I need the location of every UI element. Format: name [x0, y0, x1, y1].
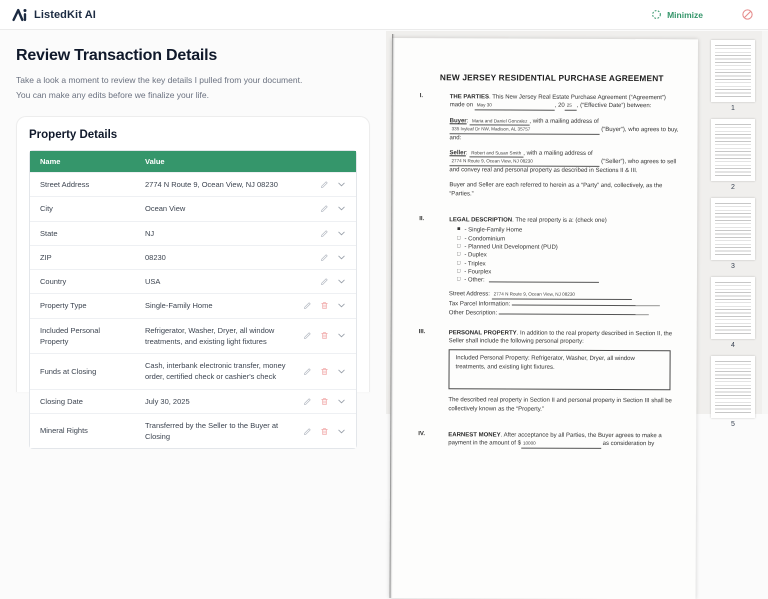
earnest-amount-fill: 10000: [521, 441, 601, 449]
buyer-name-fill: Maria and Daniel Gonzalez: [470, 118, 529, 126]
chevron-down-icon[interactable]: [337, 253, 346, 262]
document-title: NEW JERSEY RESIDENTIAL PURCHASE AGREEMENT: [439, 72, 664, 84]
row-name: Funds at Closing: [40, 366, 97, 376]
checklist-item: □ - Other:: [457, 276, 679, 285]
pencil-icon[interactable]: [320, 253, 329, 262]
row-value: USA: [145, 277, 161, 286]
pencil-icon[interactable]: [320, 204, 329, 213]
chevron-down-icon[interactable]: [337, 180, 346, 189]
row-value: 08230: [145, 252, 166, 262]
row-value: July 30, 2025: [145, 396, 190, 406]
seller-address-fill: 2774 N Route 9, Ocean View, NJ 08230: [449, 159, 599, 167]
thumbnail-page-1[interactable]: [711, 40, 755, 112]
trash-icon[interactable]: [320, 331, 329, 340]
row-actions: [298, 271, 356, 292]
thumbnail-page-number: 2: [731, 184, 735, 191]
pencil-icon[interactable]: [303, 301, 312, 310]
row-actions: [298, 295, 356, 316]
row-actions: [298, 174, 356, 195]
property-details-card: [16, 116, 370, 441]
thumbnail-page-3[interactable]: [711, 198, 755, 270]
column-header-actions: [298, 156, 356, 166]
page-title: Review Transaction Details: [16, 47, 218, 64]
minimize-label: Minimize: [667, 9, 703, 20]
chevron-down-icon[interactable]: [337, 367, 346, 376]
table-row: [30, 413, 356, 449]
checklist-item: □ - Duplex: [457, 251, 487, 259]
document-page: [390, 38, 698, 599]
column-header-value: Value: [145, 156, 165, 166]
pencil-icon[interactable]: [303, 331, 312, 340]
chevron-down-icon[interactable]: [337, 229, 346, 238]
review-panel: [0, 31, 386, 441]
doc-section-legal: II. LEGAL DESCRIPTION. The real property is a: (check one) ■ - Single-Family Home □ - Condominium □ - Planned Unit Development (PUD) □ - Duplex □ - Triplex □ - Fourplex □ - Other: Street Address: 2774 N Route 9, Ocean View, NJ 08230 Tax Parcel Information: Other Description:: [419, 216, 683, 319]
row-value: 2774 N Route 9, Ocean View, NJ 08230: [145, 180, 278, 189]
row-value: Ocean View: [145, 204, 186, 214]
thumbnail-page-5[interactable]: [711, 356, 755, 428]
row-name: Included Personal Property: [40, 325, 101, 346]
pencil-icon[interactable]: [320, 277, 329, 286]
page-thumbnail-sidebar[interactable]: [704, 31, 762, 428]
pencil-icon[interactable]: [320, 180, 329, 189]
row-name: Mineral Rights: [40, 426, 88, 436]
row-value: Transferred by the Seller to the Buyer at Closing: [145, 420, 279, 441]
prohibited-icon[interactable]: [741, 8, 754, 21]
chevron-down-icon[interactable]: [337, 397, 346, 406]
row-value: Single-Family Home: [145, 301, 213, 311]
other-description-blank: [499, 309, 649, 316]
buyer-address-fill: 335 Ivyleaf Dr NW, Madison, AL 35757: [450, 126, 600, 134]
chevron-down-icon[interactable]: [337, 204, 346, 213]
pencil-icon[interactable]: [303, 367, 312, 376]
table-row: [30, 221, 356, 245]
thumbnail-page-number: 3: [731, 263, 735, 270]
doc-section-earnest-money: IV. EARNEST MONEY. After acceptance by all Parties, the Buyer agrees to make a payment in the amount of $ 10000 as consideration by: [418, 431, 662, 448]
row-actions: [298, 223, 356, 244]
row-name: City: [40, 204, 53, 214]
other-blank: [489, 276, 599, 282]
table-row: [30, 245, 356, 269]
subtitle-line-2: You can make any edits before we finalize your life.: [16, 89, 209, 100]
row-name: Property Type: [40, 301, 87, 311]
listedkit-logo-icon: [12, 7, 28, 23]
row-actions: [298, 247, 356, 268]
personal-property-box: Included Personal Property: Refrigerator, Washer, Dryer, all window treatments, and existing light fixtures.: [448, 350, 670, 391]
checklist-item: □ - Planned Unit Development (PUD): [457, 243, 558, 251]
chevron-down-icon[interactable]: [337, 427, 346, 436]
doc-section-personal-property: III. PERSONAL PROPERTY. In addition to the real property described in Section II, the Seller shall include the following personal property: Included Personal Property: Refrigerator, Washer, Dryer, all window treatments, and existing light fixtures. The described real property in Section II and personal property in Section III shall be collectively known as the “Property.”: [418, 328, 673, 413]
pencil-icon[interactable]: [303, 397, 312, 406]
document-preview-panel[interactable]: [386, 31, 704, 448]
checklist-item: □ - Fourplex: [456, 268, 492, 276]
pencil-icon[interactable]: [320, 229, 329, 238]
trash-icon[interactable]: [320, 301, 329, 310]
table-row: [30, 293, 356, 317]
row-actions: [298, 325, 356, 346]
dashed-circle-icon: [651, 9, 662, 20]
row-name: ZIP: [40, 252, 52, 262]
scrollbar-track[interactable]: [762, 31, 768, 414]
doc-section-parties: I. THE PARTIES. This New Jersey Real Estate Purchase Agreement (“Agreement”) made on May 30 , 20 25 , (“Effective Date”) between: Buyer: Maria and Daniel Gonzalez , with a mailing address of 335 Ivyleaf Dr NW, Madison, AL 35757 (“Buyer”), who agrees to buy, and: Seller: Robert and Susan Smith , with a mailing address of 2774 N Route 9, Ocean View, NJ 08230 (“Seller”), who agrees to sell and convey real and personal property as described in Sections II & III. Buyer and Seller are each referred to herein as a “Party” and, collectively, as the “Parties.”: [419, 93, 679, 198]
row-value: Cash, interbank electronic transfer, money order, certified check or cashier's check: [145, 361, 286, 382]
checklist-item: □ - Triplex: [457, 259, 486, 267]
table-row: [30, 196, 356, 220]
thumbnail-page-2[interactable]: [711, 119, 755, 191]
thumbnail-page-number: 5: [731, 421, 735, 428]
trash-icon[interactable]: [320, 397, 329, 406]
chevron-down-icon[interactable]: [337, 277, 346, 286]
table-header-row: [30, 151, 356, 172]
row-value: NJ: [145, 228, 155, 238]
row-actions: [298, 361, 356, 382]
table-row: [30, 318, 356, 354]
table-row: [30, 172, 356, 196]
thumbnail-page-4[interactable]: [711, 277, 755, 349]
row-name: Closing Date: [40, 396, 83, 406]
row-name: Country: [40, 277, 67, 286]
subtitle-line-1: Take a look a moment to review the key details I pulled from your document.: [16, 75, 303, 85]
year-fill: 25: [565, 103, 577, 110]
checklist-item: □ - Condominium: [457, 235, 506, 243]
app-logo: [12, 7, 96, 23]
chevron-down-icon[interactable]: [337, 301, 346, 310]
table-row: [30, 269, 356, 293]
row-value: Refrigerator, Washer, Dryer, all window treatments, and existing light fixtures: [145, 325, 275, 346]
trash-icon[interactable]: [320, 367, 329, 376]
app-header: [0, 0, 768, 30]
brand-name: ListedKit AI: [34, 8, 96, 21]
thumbnail-page-number: 4: [731, 342, 735, 349]
checklist-item: ■ - Single-Family Home: [457, 226, 523, 235]
column-header-name: Name: [40, 156, 61, 166]
trash-icon[interactable]: [320, 427, 329, 436]
property-table: [29, 150, 357, 450]
row-name: Street Address: [40, 180, 90, 189]
section-title: Property Details: [29, 128, 118, 141]
effective-date-fill: May 30: [475, 103, 555, 111]
row-actions: [298, 198, 356, 219]
table-row: [30, 389, 356, 413]
minimize-button[interactable]: [651, 9, 703, 20]
seller-name-fill: Robert and Susan Smith: [469, 150, 523, 158]
tax-parcel-blank: [512, 299, 660, 306]
property-type-checklist: [457, 227, 679, 286]
row-actions: [298, 421, 356, 442]
pencil-icon[interactable]: [303, 427, 312, 436]
row-name: State: [40, 228, 58, 238]
chevron-down-icon[interactable]: [337, 331, 346, 340]
street-address-fill: 2774 N Route 9, Ocean View, NJ 08230: [492, 292, 632, 300]
thumbnail-page-number: 1: [731, 105, 735, 112]
table-row: [30, 353, 356, 389]
row-actions: [298, 391, 356, 412]
